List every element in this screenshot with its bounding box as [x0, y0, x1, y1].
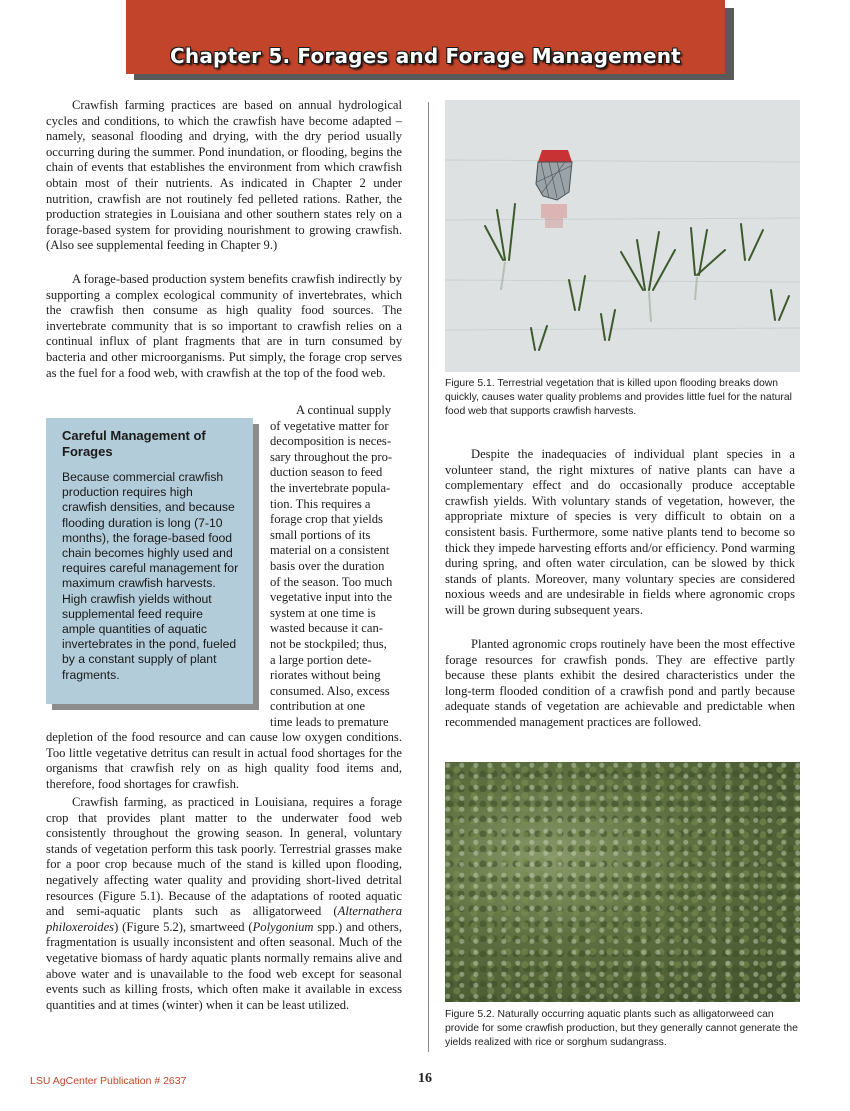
paragraph-3-line: of vegetative matter for — [270, 418, 389, 433]
species-name-smartweed: Polygonium — [252, 919, 314, 934]
sidebar-body: Because commercial crawfish production requires high crawfish densities, and because flooding duration is long (7-10 months), the forage-based food chain becomes highly used and requires careful management for maximum crawfish harvests. High crawfish yields without supplemental feed require ample quantities of aquatic invertebrates in the pond, fueled by a constant supply of plant fragments. — [62, 470, 239, 682]
paragraph-3-line: the invertebrate popula- — [270, 480, 391, 495]
sidebar-title: Careful Management of Forages — [62, 428, 206, 459]
paragraph-3-line: consumed. Also, excess — [270, 683, 390, 698]
paragraph-2: A forage-based production system benefits crawfish indirectly by supporting a complex ecological community of invertebrates, which the crawfish then consume as high quality food sources. The invertebrate community that is so important to crawfish relies on a continual influx of plant fragments that are in turn consumed by bacteria and other microorganisms. Put simply, the forage crop serves as the fuel for a food web, with crawfish at the top of the food web. — [46, 272, 402, 380]
paragraph-3-line: time leads to premature — [270, 714, 389, 729]
paragraph-3-line: basis over the duration — [270, 558, 385, 573]
publication-label: LSU AgCenter Publication # 2637 — [30, 1075, 187, 1087]
paragraph-3-line: vegetative input into the — [270, 590, 393, 605]
paragraph-4 — [46, 795, 402, 1013]
paragraph-3-line: a large portion dete- — [270, 652, 372, 667]
paragraph-3-line: material on a consistent — [270, 543, 390, 558]
paragraph-1: Crawfish farming practices are based on annual hydrological cycles and conditions, to which the crawfish have become adapted – namely, seasonal flooding and drying, with the dry period usually occurring during the summer. Pond inundation, or flooding, begins the chain of events that establishes the environment from which crawfish obtain most of their nutrients. As indicated in Chapter 2 under nutrition, crawfish are not routinely fed pelleted rations. Rather, the production strategies in Louisiana and other southern states rely on a forage-based system for providing nourishment to growing crawfish. (Also see supplemental feeding in Chapter 9.) — [46, 98, 402, 253]
figure-5-2-caption: Figure 5.2. Naturally occurring aquatic plants such as alligatorweed can provide for some crawfish production, but they generally cannot generate the yields realized with rice or sorghum sudangrass. — [445, 1009, 798, 1049]
paragraph-5: Despite the inadequacies of individual plant species in a volunteer stand, the right mixtures of native plants can have a complementary effect and do occasionally produce acceptable crawfish yields. With voluntary stands of vegetation, however, the appropriate mixture of species is very difficult to obtain on a consistent basis. Furthermore, some native plants tend to become so thick they impede harvesting efforts and/or efficiency. Pond warming during spring, and often water circulation, can be slowed by thick stands of plants. Moreover, many voluntary species are considered noxious weeds and are undesirable in fields where agronomic crops will be grown during subsequent years. — [445, 447, 795, 617]
figure-5-1-caption: Figure 5.1. Terrestrial vegetation that is killed upon flooding breaks down quickly, causes water quality problems and provides little fuel for the natural food web that supports crawfish harvests. — [445, 378, 792, 418]
paragraph-3-line: contribution at one — [270, 699, 366, 714]
sidebar-box — [46, 418, 253, 704]
flooded-pond-illustration — [445, 100, 800, 372]
column-divider — [428, 102, 429, 1052]
paragraph-4-a: Crawfish farming, as practiced in Louisiana, requires a forage crop that provides plant matter to the underwater food web consistently throughout the growing season. In general, voluntary stands of vegetation perform this task poorly. Terrestrial grasses make for a poor crop because much of the stand is killed upon flooding, negatively affecting water quality and providing short-lived detrital resources (Figure 5.1). Because of the adaptations of rooted aquatic and semi-aquatic plants such as alligatorweed ( — [46, 795, 402, 919]
paragraph-3-line: A continual supply — [296, 403, 392, 417]
paragraph-3-line: duction season to feed — [270, 465, 383, 480]
paragraph-3-line: tion. This requires a — [270, 496, 371, 511]
paragraph-3-line: small portions of its — [270, 527, 371, 542]
paragraph-4-b: ) (Figure 5.2), smartweed ( — [114, 919, 253, 934]
crawfish-trap-icon — [536, 150, 572, 228]
paragraph-3-end: depletion of the food resource and can cause low oxygen conditions. Too little vegetative detritus can result in actual food shortages for the organisms that crawfish rely on as high quality food items and, therefore, food shortages for crawfish. — [46, 730, 402, 791]
figure-5-2-photo — [445, 762, 800, 1002]
alligatorweed-texture — [445, 762, 800, 1002]
paragraph-3-line: wasted because it can- — [270, 621, 383, 636]
chapter-title: Chapter 5. Forages and Forage Management — [170, 44, 681, 68]
paragraph-3-line: of the season. Too much — [270, 574, 393, 589]
figure-5-1-photo — [445, 100, 800, 372]
paragraph-3-line: decomposition is neces- — [270, 434, 392, 449]
paragraph-4-c: spp.) and others, fragmentation is usually inconsistent and often seasonal. Much of the vegetative biomass of hardy aquatic plants normally remains alive and above water and is unavailable to the food web except for seasonal events such as killing frosts, which often make it available in excess quantities and at times (winter) when it can be least utilized. — [46, 919, 402, 1012]
paragraph-6: Planted agronomic crops routinely have been the most effective forage resources for crawfish ponds. They are effective partly because these plants exhibit the desired characteristics under the long-term flooded condition of a crawfish pond and partly because adequate stands of vegetation are achievable and predictable when recommended management practices are followed. — [445, 637, 795, 729]
paragraph-3-line: forage crop that yields — [270, 512, 383, 527]
paragraph-3-line: system at one time is — [270, 605, 376, 620]
paragraph-3-line: not be stockpiled; thus, — [270, 636, 387, 651]
species-name-alligatorweed: Alternathera philoxeroides — [46, 904, 402, 934]
paragraph-3-line: riorates without being — [270, 668, 381, 683]
page-number: 16 — [418, 1071, 432, 1086]
paragraph-3-narrow — [270, 403, 404, 730]
paragraph-3-line: sary throughout the pro- — [270, 449, 393, 464]
